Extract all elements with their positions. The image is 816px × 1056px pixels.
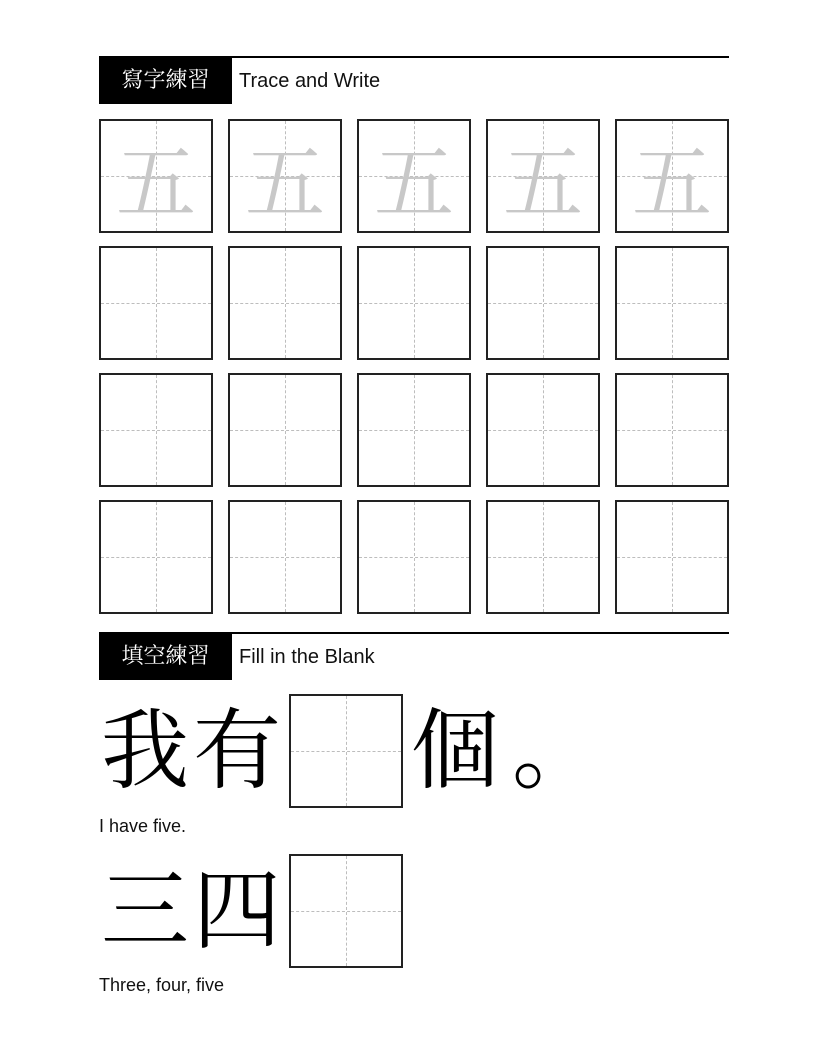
writing-cell[interactable] (99, 246, 213, 360)
sentence-char: 我 (100, 699, 189, 802)
writing-cell[interactable] (486, 500, 600, 614)
trace-character: 五 (374, 136, 454, 230)
sentence-char: 個 (410, 699, 499, 802)
sentence-char: 三 (100, 859, 189, 962)
writing-cell[interactable] (99, 373, 213, 487)
trace-section-subtitle: Trace and Write (239, 70, 381, 92)
sentence-translation: I have five. (99, 816, 187, 836)
practice-grid (99, 119, 730, 614)
sentence-translation: Three, four, five (99, 975, 225, 995)
sentence-period: 。 (511, 699, 600, 802)
trace-cell[interactable] (486, 119, 600, 233)
writing-cell[interactable] (357, 500, 471, 614)
writing-cell[interactable] (615, 500, 729, 614)
trace-character: 五 (116, 136, 196, 230)
trace-cell[interactable] (615, 119, 729, 233)
answer-blank-box[interactable] (289, 694, 403, 808)
trace-character: 五 (245, 136, 325, 230)
sentence-char: 有 (192, 699, 281, 802)
trace-cell[interactable] (99, 119, 213, 233)
trace-cell[interactable] (357, 119, 471, 233)
fill-section-header (99, 632, 729, 680)
writing-cell[interactable] (615, 373, 729, 487)
writing-cell[interactable] (357, 246, 471, 360)
sentence-char: 四 (192, 859, 281, 962)
writing-cell[interactable] (99, 500, 213, 614)
sentence-2 (99, 854, 409, 968)
writing-cell[interactable] (357, 373, 471, 487)
answer-blank-box[interactable] (289, 854, 403, 968)
trace-cell[interactable] (228, 119, 342, 233)
writing-cell[interactable] (486, 246, 600, 360)
fill-section-subtitle: Fill in the Blank (239, 646, 375, 668)
trace-section-tag: 寫字練習 (99, 58, 232, 104)
trace-character: 五 (632, 136, 712, 230)
trace-section-header (99, 56, 729, 104)
writing-cell[interactable] (228, 373, 342, 487)
trace-character: 五 (503, 136, 583, 230)
writing-cell[interactable] (615, 246, 729, 360)
fill-section-tag: 填空練習 (99, 634, 232, 680)
writing-cell[interactable] (486, 373, 600, 487)
sentence-1 (99, 694, 611, 808)
writing-cell[interactable] (228, 246, 342, 360)
writing-cell[interactable] (228, 500, 342, 614)
